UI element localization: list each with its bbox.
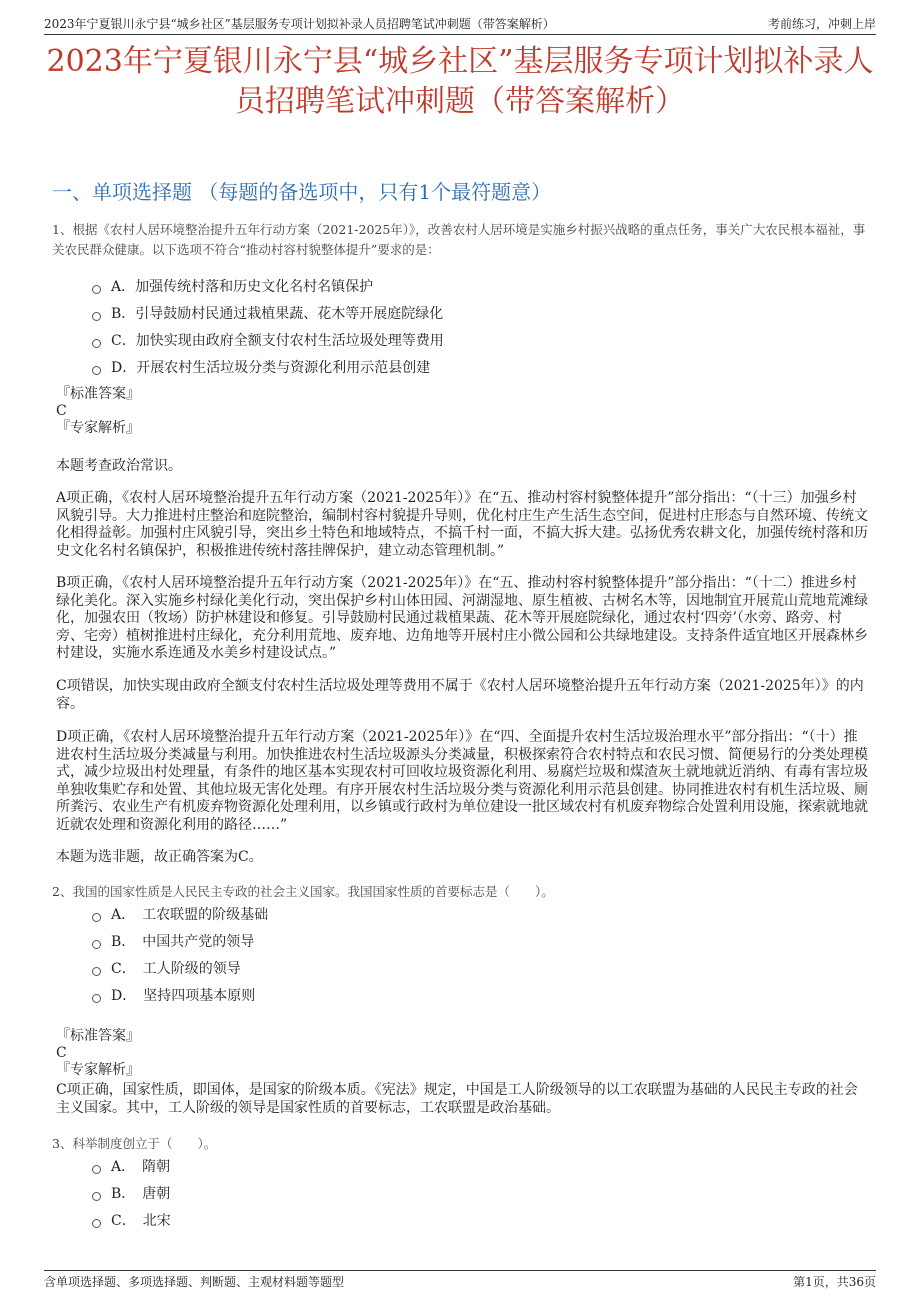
page-title: 2023年宁夏银川永宁县“城乡社区”基层服务专项计划拟补录人员招聘笔试冲刺题（带答案解析） xyxy=(46,44,874,119)
answer-block xyxy=(56,386,140,437)
question-1-options xyxy=(92,272,444,380)
page-header xyxy=(44,10,876,35)
analysis-c: C项错误，加快实现由政府全额支付农村生活垃圾处理等费用不属于《农村人居环境整治提升五年行动方案（2021-2025年）》的内容。 xyxy=(56,678,864,712)
footer-question-types: 含单项选择题、多项选择题、判断题、主观材料题等题型 xyxy=(44,1275,345,1289)
analysis-b: B项正确，《农村人居环境整治提升五年行动方案（2021-2025年）》在“五、推动村容村貌整体提升”部分指出：“（十二）推进乡村绿化美化。深入实施乡村绿化美化行动，突出保护乡村山体田园、河湖湿地、原生植被、古树名木等，因地制宜开展荒山荒地荒滩绿化，加强农田（牧场）防护林建设和修复。引导鼓励村民通过栽植果蔬、花木等开展庭院绿化，通过农村‘四旁’（水旁、路旁、村旁、宅旁）植树推进村庄绿化，充分利用荒地、废弃地、边角地等开展村庄小微公园和公共绿地建设。支持条件适宜地区开展森林乡村建设，实施水系连通及水美乡村建设试点。” xyxy=(56,575,868,661)
option-b[interactable] xyxy=(92,927,268,954)
option-c[interactable] xyxy=(92,1206,171,1233)
question-3-stem: 3、科举制度创立于（ ）。 xyxy=(52,1136,217,1151)
option-a[interactable] xyxy=(92,272,444,299)
option-a[interactable] xyxy=(92,1152,171,1179)
radio-icon[interactable] xyxy=(92,1192,101,1201)
option-label: B．引导鼓励村民通过栽植果蔬、花木等开展庭院绿化 xyxy=(111,305,444,322)
answer-label: 『标准答案』 xyxy=(56,1028,140,1044)
option-b[interactable] xyxy=(92,1179,171,1206)
analysis-intro: 本题考查政治常识。 xyxy=(56,458,182,474)
radio-icon[interactable] xyxy=(92,339,101,348)
header-slogan: 考前练习，冲刺上岸 xyxy=(767,17,876,31)
radio-icon[interactable] xyxy=(92,940,101,949)
question-2-options xyxy=(92,900,268,1008)
page-number: 第1页，共36页 xyxy=(793,1275,876,1289)
header-doc-title: 2023年宁夏银川永宁县“城乡社区”基层服务专项计划拟补录人员招聘笔试冲刺题（带答案解析） xyxy=(44,17,555,31)
radio-icon[interactable] xyxy=(92,285,101,294)
option-d[interactable] xyxy=(92,981,268,1008)
answer-label: 『标准答案』 xyxy=(56,386,140,402)
option-b[interactable] xyxy=(92,299,444,326)
question-3-options xyxy=(92,1152,171,1233)
section-heading: 一、单项选择题 （每题的备选项中，只有1个最符题意） xyxy=(52,180,552,204)
analysis-d: D项正确，《农村人居环境整治提升五年行动方案（2021-2025年）》在“四、全面提升农村生活垃圾治理水平”部分指出：“（十）推进农村生活垃圾分类减量与利用。加快推进农村生活垃圾源头分类减量，积极探索符合农村特点和农民习惯、简便易行的分类处理模式，减少垃圾出村处理量，有条件的地区基本实现农村可回收垃圾资源化利用、易腐烂垃圾和煤渣灰土就地就近消纳、有毒有害垃圾单独收集贮存和处置、其他垃圾无害化处理。有序开展农村生活垃圾分类与资源化利用示范县创建。协同推进农村有机生活垃圾、厕所粪污、农业生产有机废弃物资源化处理利用，以乡镇或行政村为单位建设一批区域农村有机废弃物综合处置利用设施，探索就地就近就农处理和资源化利用的路径……” xyxy=(56,729,868,833)
answer-value: C xyxy=(56,403,67,419)
option-label: C． 北宋 xyxy=(111,1212,171,1229)
analysis-a: A项正确，《农村人居环境整治提升五年行动方案（2021-2025年）》在“五、推动村容村貌整体提升”部分指出：“（十三）加强乡村风貌引导。大力推进村庄整治和庭院整治，编制村容村貌提升导则，优化村庄生产生活生态空间，促进村庄形态与自然环境、传统文化相得益彰。加强村庄风貌引导，突出乡土特色和地域特点，不搞千村一面，不搞大拆大建。弘扬优秀农耕文化，加强传统村落和历史文化名村名镇保护，积极推进传统村落挂牌保护，建立动态管理机制。” xyxy=(56,490,868,559)
radio-icon[interactable] xyxy=(92,366,101,375)
option-d[interactable] xyxy=(92,353,444,380)
radio-icon[interactable] xyxy=(92,994,101,1003)
page-footer xyxy=(44,1270,876,1290)
radio-icon[interactable] xyxy=(92,967,101,976)
analysis-conclusion: 本题为选非题，故正确答案为C。 xyxy=(56,849,263,865)
option-label: A．加强传统村落和历史文化名村名镇保护 xyxy=(111,278,374,295)
radio-icon[interactable] xyxy=(92,913,101,922)
analysis-c: C项正确，国家性质，即国体，是国家的阶级本质。《宪法》规定，中国是工人阶级领导的以工农联盟为基础的人民民主专政的社会主义国家。其中，工人阶级的领导是国家性质的首要标志，工农联盟是政治基础。 xyxy=(56,1082,858,1116)
option-label: A． 工农联盟的阶级基础 xyxy=(111,906,269,923)
question-1-stem: 1、根据《农村人居环境整治提升五年行动方案（2021-2025年）》，改善农村人居环境是实施乡村振兴战略的重点任务，事关广大农民根本福祉，事关农民群众健康。以下选项不符合“推动村容村貌整体提升”要求的是： xyxy=(52,222,866,257)
answer-block xyxy=(56,1028,140,1079)
option-label: C． 工人阶级的领导 xyxy=(111,960,241,977)
answer-value: C xyxy=(56,1045,67,1061)
radio-icon[interactable] xyxy=(92,312,101,321)
option-label: B． 中国共产党的领导 xyxy=(111,933,255,950)
option-c[interactable] xyxy=(92,326,444,353)
expert-label: 『专家解析』 xyxy=(56,1062,140,1078)
option-label: A． 隋朝 xyxy=(111,1158,171,1175)
radio-icon[interactable] xyxy=(92,1165,101,1174)
option-a[interactable] xyxy=(92,900,268,927)
expert-label: 『专家解析』 xyxy=(56,420,140,436)
option-label: D． 坚持四项基本原则 xyxy=(111,987,256,1004)
option-c[interactable] xyxy=(92,954,268,981)
option-label: B． 唐朝 xyxy=(111,1185,171,1202)
radio-icon[interactable] xyxy=(92,1219,101,1228)
question-2-stem: 2、我国的国家性质是人民民主专政的社会主义国家。我国国家性质的首要标志是（ ）。 xyxy=(52,884,554,899)
option-label: D．开展农村生活垃圾分类与资源化利用示范县创建 xyxy=(111,359,431,376)
option-label: C．加快实现由政府全额支付农村生活垃圾处理等费用 xyxy=(111,332,444,349)
